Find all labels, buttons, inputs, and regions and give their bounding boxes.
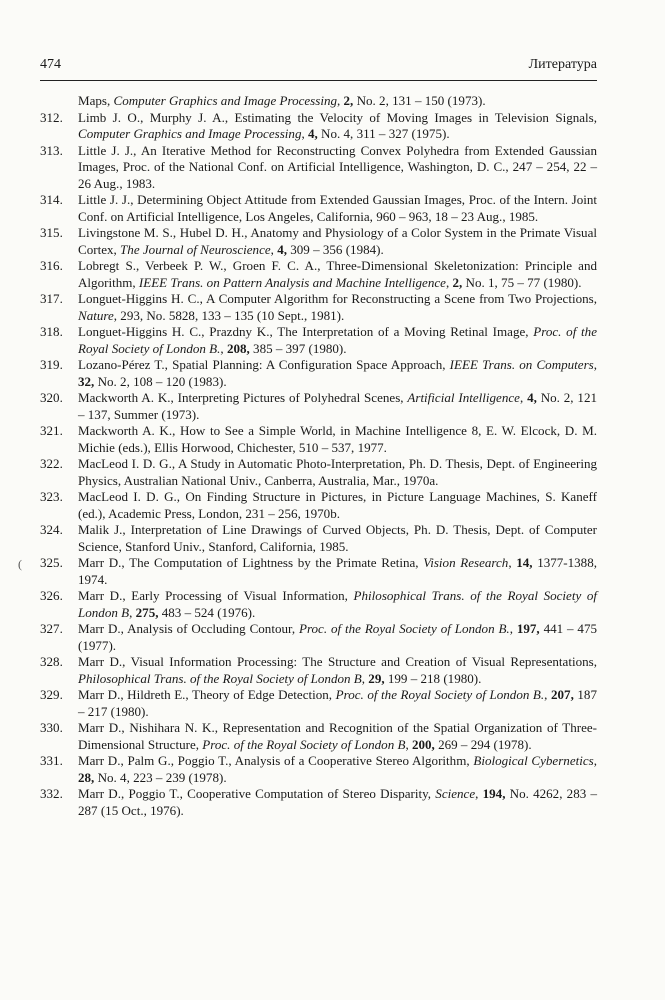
reference-entry [40, 753, 597, 786]
reference-entry [40, 192, 597, 225]
reference-number: 332. [40, 786, 63, 801]
reference-source: Proc. of the Royal Society of London B. [335, 687, 545, 702]
section-title: Литература [528, 57, 597, 72]
reference-body [78, 555, 597, 588]
reference-body [78, 621, 597, 654]
reference-entry [40, 143, 597, 193]
reference-volume: 14, [516, 555, 533, 570]
reference-text: Lobregt S., Verbeek P. W., Groen F. C. A., Three-Dimensional Skeletonization: Principle and Algorithm, [78, 258, 597, 290]
reference-entry [40, 110, 597, 143]
reference-number: 329. [40, 687, 63, 702]
reference-body [78, 225, 597, 258]
reference-number: 312. [40, 109, 63, 125]
reference-entry [40, 588, 597, 621]
reference-source: Proc. of the Royal Society of London B [202, 736, 406, 752]
reference-entry [40, 390, 597, 423]
reference-number: 315. [40, 225, 63, 240]
reference-body [78, 522, 597, 555]
reference-text: Little J. J., An Iterative Method for Reconstructing Convex Polyhedra from Extended Gaussian Images, Proc. of the National Conf. on Artificial Intelligence, Washington, D. C., 247 – 254, 22 – 26 Aug., 1983. [78, 142, 597, 191]
reference-volume: 207, [551, 687, 574, 702]
reference-entry [40, 720, 597, 753]
reference-text: Limb J. O., Murphy J. A., Estimating the Velocity of Moving Images in Television Signals, [78, 109, 597, 125]
reference-entry [40, 555, 597, 588]
reference-text: , [593, 753, 598, 768]
reference-volume: 4, [308, 126, 318, 141]
reference-volume: 4, [527, 390, 537, 405]
reference-text: MacLeod I. D. G., A Study in Automatic Photo-Interpretation, Ph. D. Thesis, Dept. of Engineering Physics, Australian National Univ., Canberra, Australia, Mar., 1970a. [78, 456, 597, 488]
reference-text: Little J. J., Determining Object Attitude from Extended Gaussian Images, Proc. of the Intern. Joint Conf. on Artificial Intelligence, Los Angeles, California, 960 – 963, 18 – 23 Aug., 1985. [78, 192, 597, 224]
reference-number: 317. [40, 291, 63, 306]
reference-entry [40, 687, 597, 720]
reference-text: 441 – 475 (1977). [78, 621, 597, 653]
reference-text: Marr D., Nishihara N. K., Representation and Recognition of the Spatial Organization of Three-Dimensional Structure, [78, 720, 597, 752]
reference-volume: 194, [482, 786, 506, 801]
reference-continuation [40, 93, 597, 110]
reference-text: , [544, 687, 551, 702]
reference-text: 1377-1388, 1974. [78, 555, 597, 587]
reference-source: The Journal of Neuroscience [120, 241, 271, 257]
reference-list [40, 93, 597, 819]
reference-volume: 32, [78, 373, 95, 389]
reference-body [78, 291, 597, 324]
reference-text: Marr D., Poggio T., Cooperative Computation of Stereo Disparity, [78, 786, 436, 801]
reference-source: IEEE Trans. on Pattern Analysis and Machine Intelligence [138, 274, 446, 290]
reference-source: Philosophical Trans. of the Royal Society of London B [78, 588, 597, 620]
reference-text: No. 4, 311 – 327 (1975). [317, 126, 450, 141]
reference-text: Marr D., Hildreth E., Theory of Edge Detection, [78, 687, 336, 702]
reference-text: Marr D., The Computation of Lightness by the Primate Retina, [78, 555, 424, 570]
reference-volume: 28, [78, 769, 95, 785]
reference-source: Proc. of the Royal Society of London B. [298, 621, 510, 636]
reference-entry [40, 621, 597, 654]
margin-mark: ( [18, 557, 22, 571]
reference-body [78, 192, 597, 225]
reference-entry [40, 489, 597, 522]
reference-body [78, 423, 597, 456]
reference-volume: 29, [368, 670, 385, 686]
reference-source: Philosophical Trans. of the Royal Society of London B [78, 670, 362, 686]
reference-entry [40, 225, 597, 258]
reference-text: , [509, 621, 517, 636]
reference-source: Biological Cybernetics [473, 753, 594, 768]
reference-volume: 2, [452, 274, 463, 290]
reference-body [78, 753, 597, 786]
reference-text: 187 – 217 (1980). [78, 687, 597, 719]
page-number: 474 [40, 57, 61, 72]
reference-text: Mackworth A. K., How to See a Simple World, in Machine Intelligence 8, E. W. Elcock, D. M. Michie (eds.), Ellis Horwood, Chichester, 510 – 537, 1977. [78, 423, 597, 455]
reference-source: Computer Graphics and Image Processing [78, 126, 302, 141]
reference-text: Marr D., Palm G., Poggio T., Analysis of a Cooperative Stereo Algorithm, [78, 753, 474, 768]
reference-text: , [129, 604, 136, 620]
reference-text: No. 2, 131 – 150 (1973). [353, 93, 486, 108]
reference-text: No. 1, 75 – 77 (1980). [462, 274, 582, 290]
reference-text: Marr D., Early Processing of Visual Information, [78, 588, 354, 603]
reference-number: 319. [40, 357, 63, 372]
reference-text: , [220, 340, 227, 356]
reference-volume: 4, [277, 241, 287, 257]
reference-text: 483 – 524 (1976). [158, 604, 256, 620]
reference-body [78, 143, 597, 193]
reference-text: Mackworth A. K., Interpreting Pictures of Polyhedral Scenes, [78, 390, 408, 405]
reference-text: , 293, No. 5828, 133 – 135 (10 Sept., 1981). [113, 307, 345, 323]
header-rule [40, 80, 597, 81]
reference-number: 314. [40, 192, 63, 207]
reference-text: , [337, 93, 344, 108]
reference-number: 323. [40, 489, 63, 504]
reference-body [78, 357, 597, 390]
reference-number: 330. [40, 720, 63, 735]
reference-source: Artificial Intelligence [407, 390, 520, 405]
reference-body [78, 720, 597, 753]
reference-volume: 208, [226, 340, 250, 356]
reference-entry [40, 654, 597, 687]
reference-body [78, 654, 597, 687]
reference-entry [40, 456, 597, 489]
reference-entry [40, 423, 597, 456]
reference-text: Longuet-Higgins H. C., A Computer Algorithm for Reconstructing a Scene from Two Projections, [78, 291, 597, 306]
reference-number: 327. [40, 621, 63, 636]
reference-text: Marr D., Analysis of Occluding Contour, [78, 621, 299, 636]
reference-body [78, 489, 597, 522]
reference-body [78, 588, 597, 621]
reference-number: 331. [40, 753, 63, 768]
reference-text: MacLeod I. D. G., On Finding Structure in Pictures, in Picture Language Machines, S. Kaneff (ed.), Academic Press, London, 231 – 256, 1970b. [78, 489, 597, 521]
page-header [40, 57, 597, 73]
reference-text: , [270, 241, 278, 257]
reference-text: , [508, 555, 517, 570]
reference-text: 385 – 397 (1980). [249, 340, 347, 356]
reference-body [78, 786, 597, 819]
reference-body [78, 324, 597, 357]
reference-entry [40, 357, 597, 390]
reference-text: No. 4262, 283 – 287 (15 Oct., 1976). [78, 786, 597, 818]
reference-text: 199 – 218 (1980). [384, 670, 482, 686]
reference-text: No. 4, 223 – 239 (1978). [94, 769, 227, 785]
reference-number: 320. [40, 390, 63, 405]
reference-number: 316. [40, 258, 63, 273]
reference-text: Malik J., Interpretation of Line Drawings of Curved Objects, Ph. D. Thesis, Dept. of Computer Science, Stanford Univ., Stanford, California, 1985. [78, 522, 597, 554]
reference-text: 269 – 294 (1978). [434, 736, 532, 752]
reference-text: , [475, 786, 483, 801]
reference-number: 324. [40, 522, 63, 537]
reference-number: 313. [40, 142, 63, 158]
reference-text: , [445, 274, 453, 290]
reference-source: Science [435, 786, 476, 801]
reference-source: Proc. of the Royal Society of London B. [78, 324, 597, 356]
reference-body [78, 390, 597, 423]
reference-body [78, 258, 597, 291]
reference-source: IEEE Trans. on Computers [449, 357, 594, 372]
reference-source: Nature [78, 307, 114, 323]
reference-entry [40, 786, 597, 819]
reference-text: 309 – 356 (1984). [287, 241, 384, 257]
reference-entry [40, 258, 597, 291]
reference-volume: 2, [343, 93, 354, 108]
reference-number: 328. [40, 654, 63, 669]
reference-body [78, 687, 597, 720]
reference-text: Marr D., Visual Information Processing: The Structure and Creation of Visual Representations, [78, 654, 597, 669]
reference-text: Longuet-Higgins H. C., Prazdny K., The Interpretation of a Moving Retinal Image, [78, 324, 534, 339]
reference-number: 321. [40, 423, 63, 438]
reference-text: Lozano-Pérez T., Spatial Planning: A Configuration Space Approach, [78, 357, 450, 372]
reference-text: No. 2, 108 – 120 (1983). [94, 373, 227, 389]
reference-number: 322. [40, 456, 63, 471]
reference-number: 326. [40, 588, 63, 603]
reference-source: Computer Graphics and Image Processing [113, 93, 337, 108]
reference-text: , [301, 126, 308, 141]
reference-text: , [361, 670, 369, 686]
reference-body [78, 456, 597, 489]
reference-entry [40, 522, 597, 555]
reference-number: 325. [40, 555, 63, 570]
reference-text: No. 2, 121 – 137, Summer (1973). [78, 390, 597, 422]
reference-text: , [593, 357, 597, 372]
reference-entry [40, 324, 597, 357]
reference-entry [40, 291, 597, 324]
reference-body [78, 110, 597, 143]
reference-volume: 275, [135, 604, 159, 620]
reference-volume: 200, [411, 736, 435, 752]
reference-text: Livingstone M. S., Hubel D. H., Anatomy and Physiology of a Color System in the Primate Visual Cortex, [78, 225, 597, 257]
reference-source: Vision Research [423, 555, 509, 570]
reference-text: , [405, 736, 412, 752]
reference-number: 318. [40, 324, 63, 339]
reference-text: Maps, [78, 93, 114, 108]
reference-text: , [519, 390, 528, 405]
reference-volume: 197, [516, 621, 540, 636]
